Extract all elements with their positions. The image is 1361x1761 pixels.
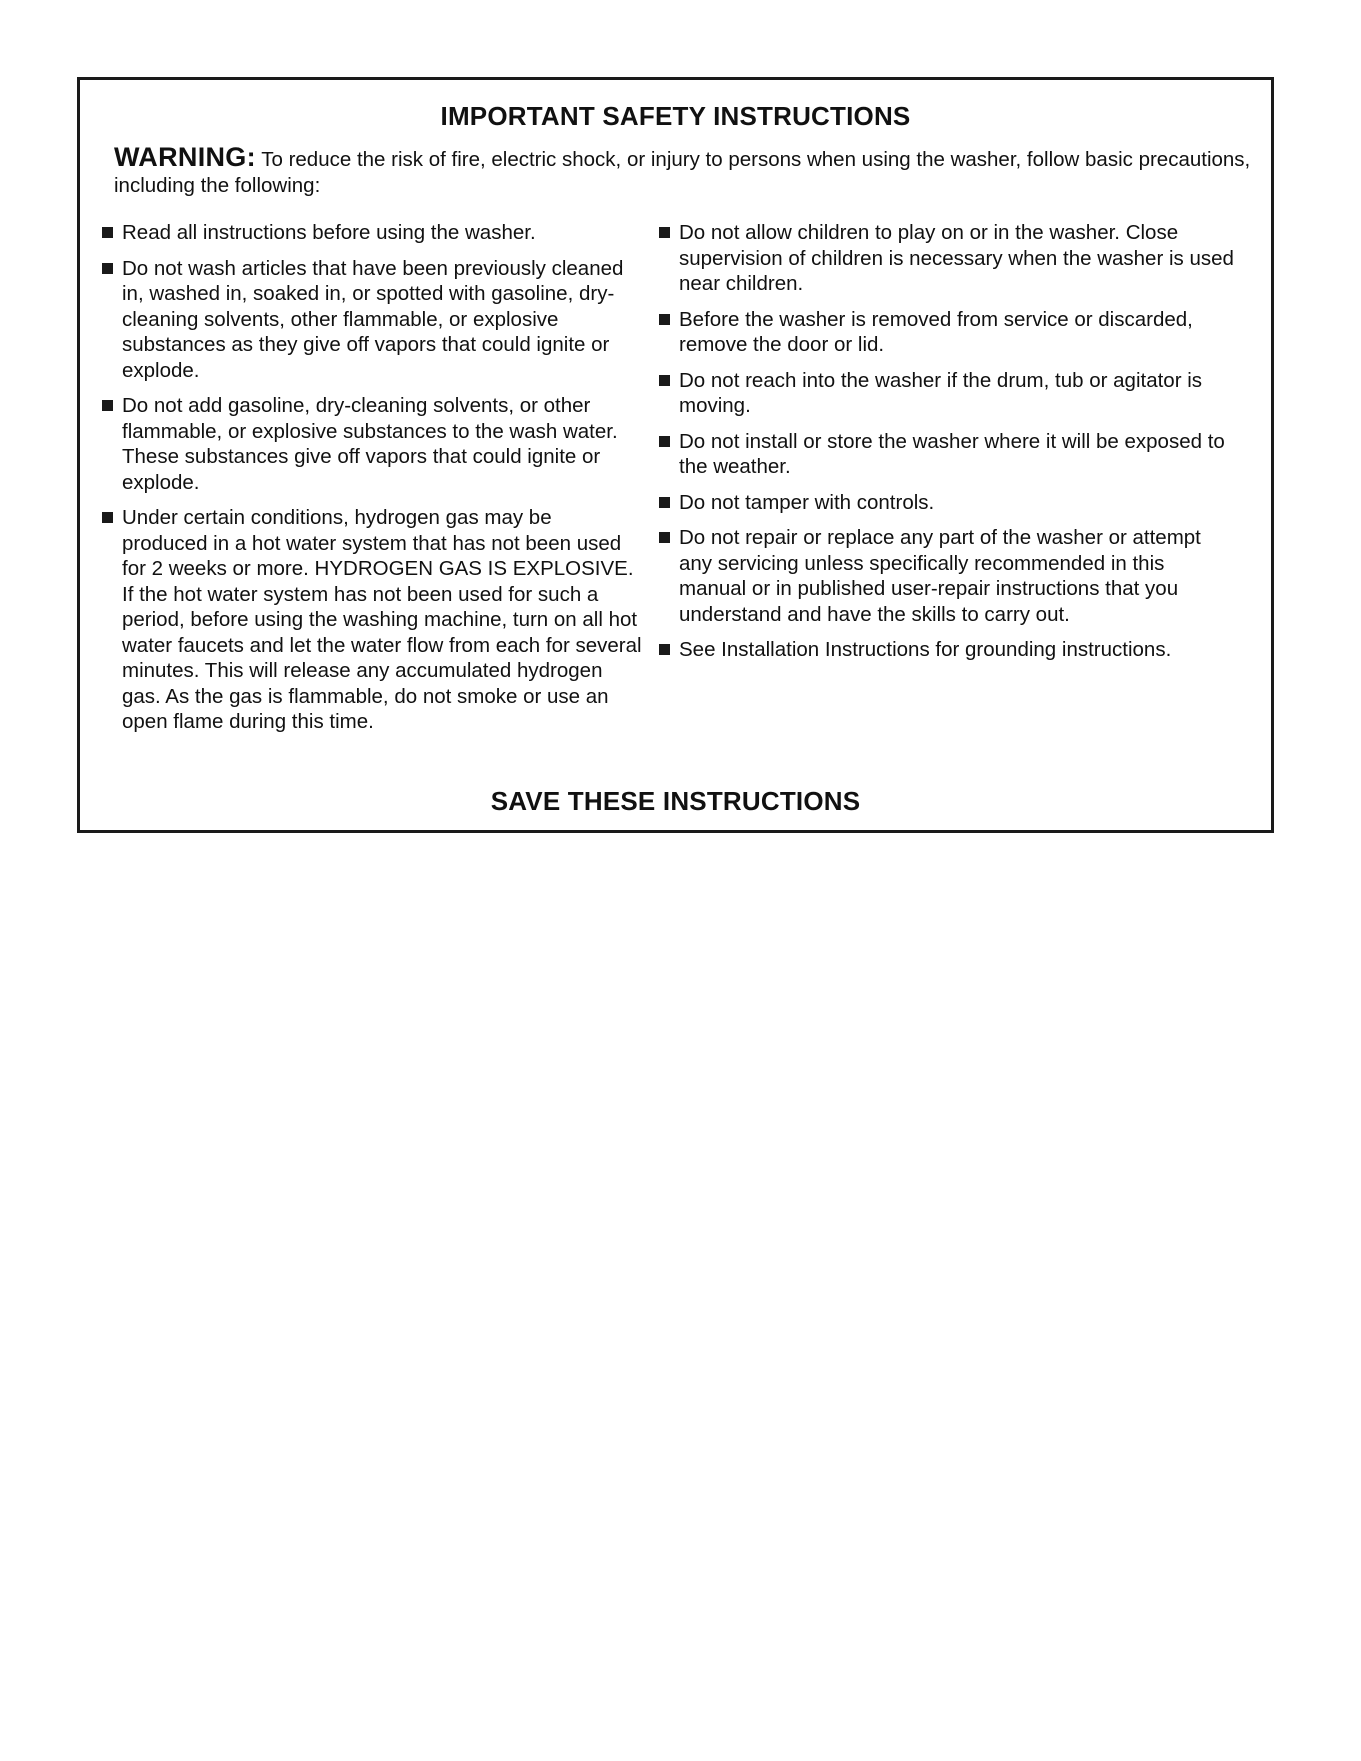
- warning-paragraph: [114, 144, 1254, 199]
- list-item: [659, 490, 1234, 516]
- square-bullet-icon: [659, 497, 670, 508]
- left-instruction-column: [102, 220, 642, 745]
- list-item: [659, 637, 1234, 663]
- square-bullet-icon: [659, 375, 670, 386]
- list-item-text: Do not wash articles that have been previously cleaned in, washed in, soaked in, or spotted with gasoline, dry-cleaning solvents, other flammable, or explosive substances as they give off vapors that could ignite or explode.: [122, 256, 624, 382]
- save-instructions-title: SAVE THESE INSTRUCTIONS: [490, 786, 861, 816]
- list-item-text: Under certain conditions, hydrogen gas may be produced in a hot water system that has not been used for 2 weeks or more. HYDROGEN GAS IS EXPLOSIVE. If the hot water system has not been used for such a period, before using the washing machine, turn on all hot water faucets and let the water flow from each for several minutes. This will release any accumulated hydrogen gas. As the gas is flammable, do not smoke or use an open flame during this time.: [122, 506, 642, 733]
- square-bullet-icon: [659, 227, 670, 238]
- list-item-text: Do not add gasoline, dry-cleaning solvents, or other flammable, or explosive substances to the wash water. These substances give off vapors that could ignite or explode.: [122, 394, 618, 494]
- square-bullet-icon: [102, 400, 113, 411]
- square-bullet-icon: [659, 532, 670, 543]
- list-item: [102, 505, 642, 735]
- square-bullet-icon: [102, 512, 113, 523]
- list-item: [659, 307, 1234, 358]
- warning-label: WARNING:: [114, 142, 256, 172]
- list-item: [659, 220, 1234, 297]
- square-bullet-icon: [102, 263, 113, 274]
- list-item-text: Do not install or store the washer where it will be exposed to the weather.: [679, 429, 1225, 478]
- list-item: [659, 429, 1234, 480]
- list-item-text: Before the washer is removed from service or discarded, remove the door or lid.: [679, 307, 1193, 356]
- list-item-text: Do not repair or replace any part of the washer or attempt any servicing unless specifically recommended in this manual or in published user-repair instructions that you understand and have the skills to carry out.: [679, 526, 1201, 626]
- square-bullet-icon: [659, 644, 670, 655]
- warning-text: To reduce the risk of fire, electric shock, or injury to persons when using the washer, follow basic precautions, including the following:: [114, 148, 1251, 197]
- list-item: [102, 393, 642, 495]
- square-bullet-icon: [659, 314, 670, 325]
- list-item-text: Do not reach into the washer if the drum, tub or agitator is moving.: [679, 368, 1203, 417]
- square-bullet-icon: [102, 227, 113, 238]
- safety-title: IMPORTANT SAFETY INSTRUCTIONS: [440, 101, 911, 131]
- safety-instructions-box: [77, 77, 1274, 833]
- list-item-text: Do not allow children to play on or in the washer. Close supervision of children is necessary when the washer is used near children.: [679, 221, 1234, 295]
- right-instruction-column: [659, 220, 1234, 673]
- list-item-text: Do not tamper with controls.: [679, 490, 935, 514]
- list-item: [102, 256, 642, 384]
- list-item-text: Read all instructions before using the washer.: [122, 221, 536, 244]
- list-item-text: See Installation Instructions for grounding instructions.: [679, 638, 1172, 661]
- square-bullet-icon: [659, 436, 670, 447]
- list-item: [659, 525, 1234, 627]
- list-item: [659, 368, 1234, 419]
- list-item: [102, 220, 642, 246]
